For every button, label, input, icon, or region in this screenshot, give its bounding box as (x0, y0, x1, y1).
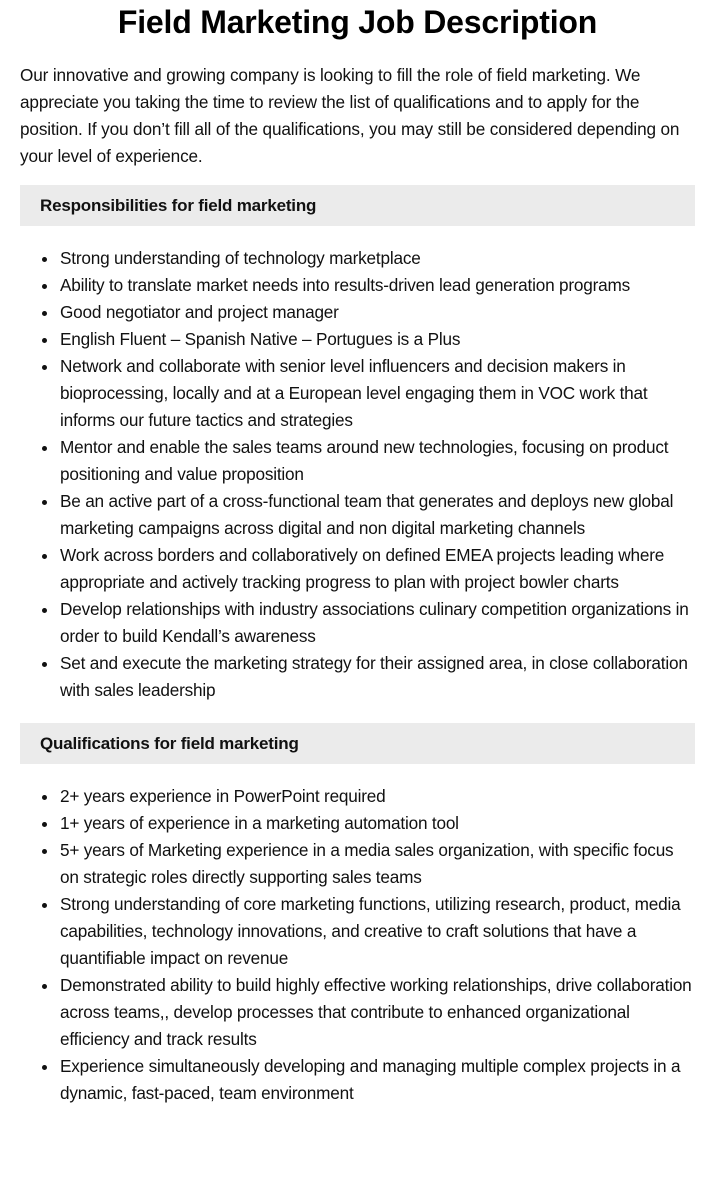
list-item: Develop relationships with industry associations culinary competition organizations in order to build Kendall’s awareness (60, 596, 695, 650)
responsibilities-heading: Responsibilities for field marketing (20, 185, 695, 226)
responsibilities-list (20, 245, 695, 704)
list-item: Strong understanding of core marketing functions, utilizing research, product, media capabilities, technology innovations, and creative to craft solutions that have a quantifiable impact on revenue (60, 891, 695, 972)
list-item: Good negotiator and project manager (60, 299, 695, 326)
list-item: Network and collaborate with senior level influencers and decision makers in bioprocessing, locally and at a European level engaging them in VOC work that informs our future tactics and strategies (60, 353, 695, 434)
list-item: Demonstrated ability to build highly effective working relationships, drive collaboration across teams,, develop processes that contribute to enhanced organizational efficiency and track results (60, 972, 695, 1053)
list-item: Ability to translate market needs into results-driven lead generation programs (60, 272, 695, 299)
list-item: Set and execute the marketing strategy for their assigned area, in close collaboration with sales leadership (60, 650, 695, 704)
list-item: 5+ years of Marketing experience in a media sales organization, with specific focus on strategic roles directly supporting sales teams (60, 837, 695, 891)
intro-paragraph: Our innovative and growing company is looking to fill the role of field marketing. We appreciate you taking the time to review the list of qualifications and to apply for the position. If you don’t fill all of the qualifications, you may still be considered depending on your level of experience. (20, 65, 680, 166)
list-item: Work across borders and collaboratively on defined EMEA projects leading where appropriate and actively tracking progress to plan with project bowler charts (60, 542, 695, 596)
qualifications-list (20, 783, 695, 1107)
page-title: Field Marketing Job Description (117, 4, 598, 40)
list-item: 2+ years experience in PowerPoint required (60, 783, 695, 810)
list-item: Experience simultaneously developing and managing multiple complex projects in a dynamic, fast-paced, team environment (60, 1053, 695, 1107)
list-item: Be an active part of a cross-functional team that generates and deploys new global marketing campaigns across digital and non digital marketing channels (60, 488, 695, 542)
qualifications-heading: Qualifications for field marketing (20, 723, 695, 764)
list-item: 1+ years of experience in a marketing automation tool (60, 810, 695, 837)
list-item: English Fluent – Spanish Native – Portugues is a Plus (60, 326, 695, 353)
list-item: Strong understanding of technology marketplace (60, 245, 695, 272)
list-item: Mentor and enable the sales teams around new technologies, focusing on product positioning and value proposition (60, 434, 695, 488)
